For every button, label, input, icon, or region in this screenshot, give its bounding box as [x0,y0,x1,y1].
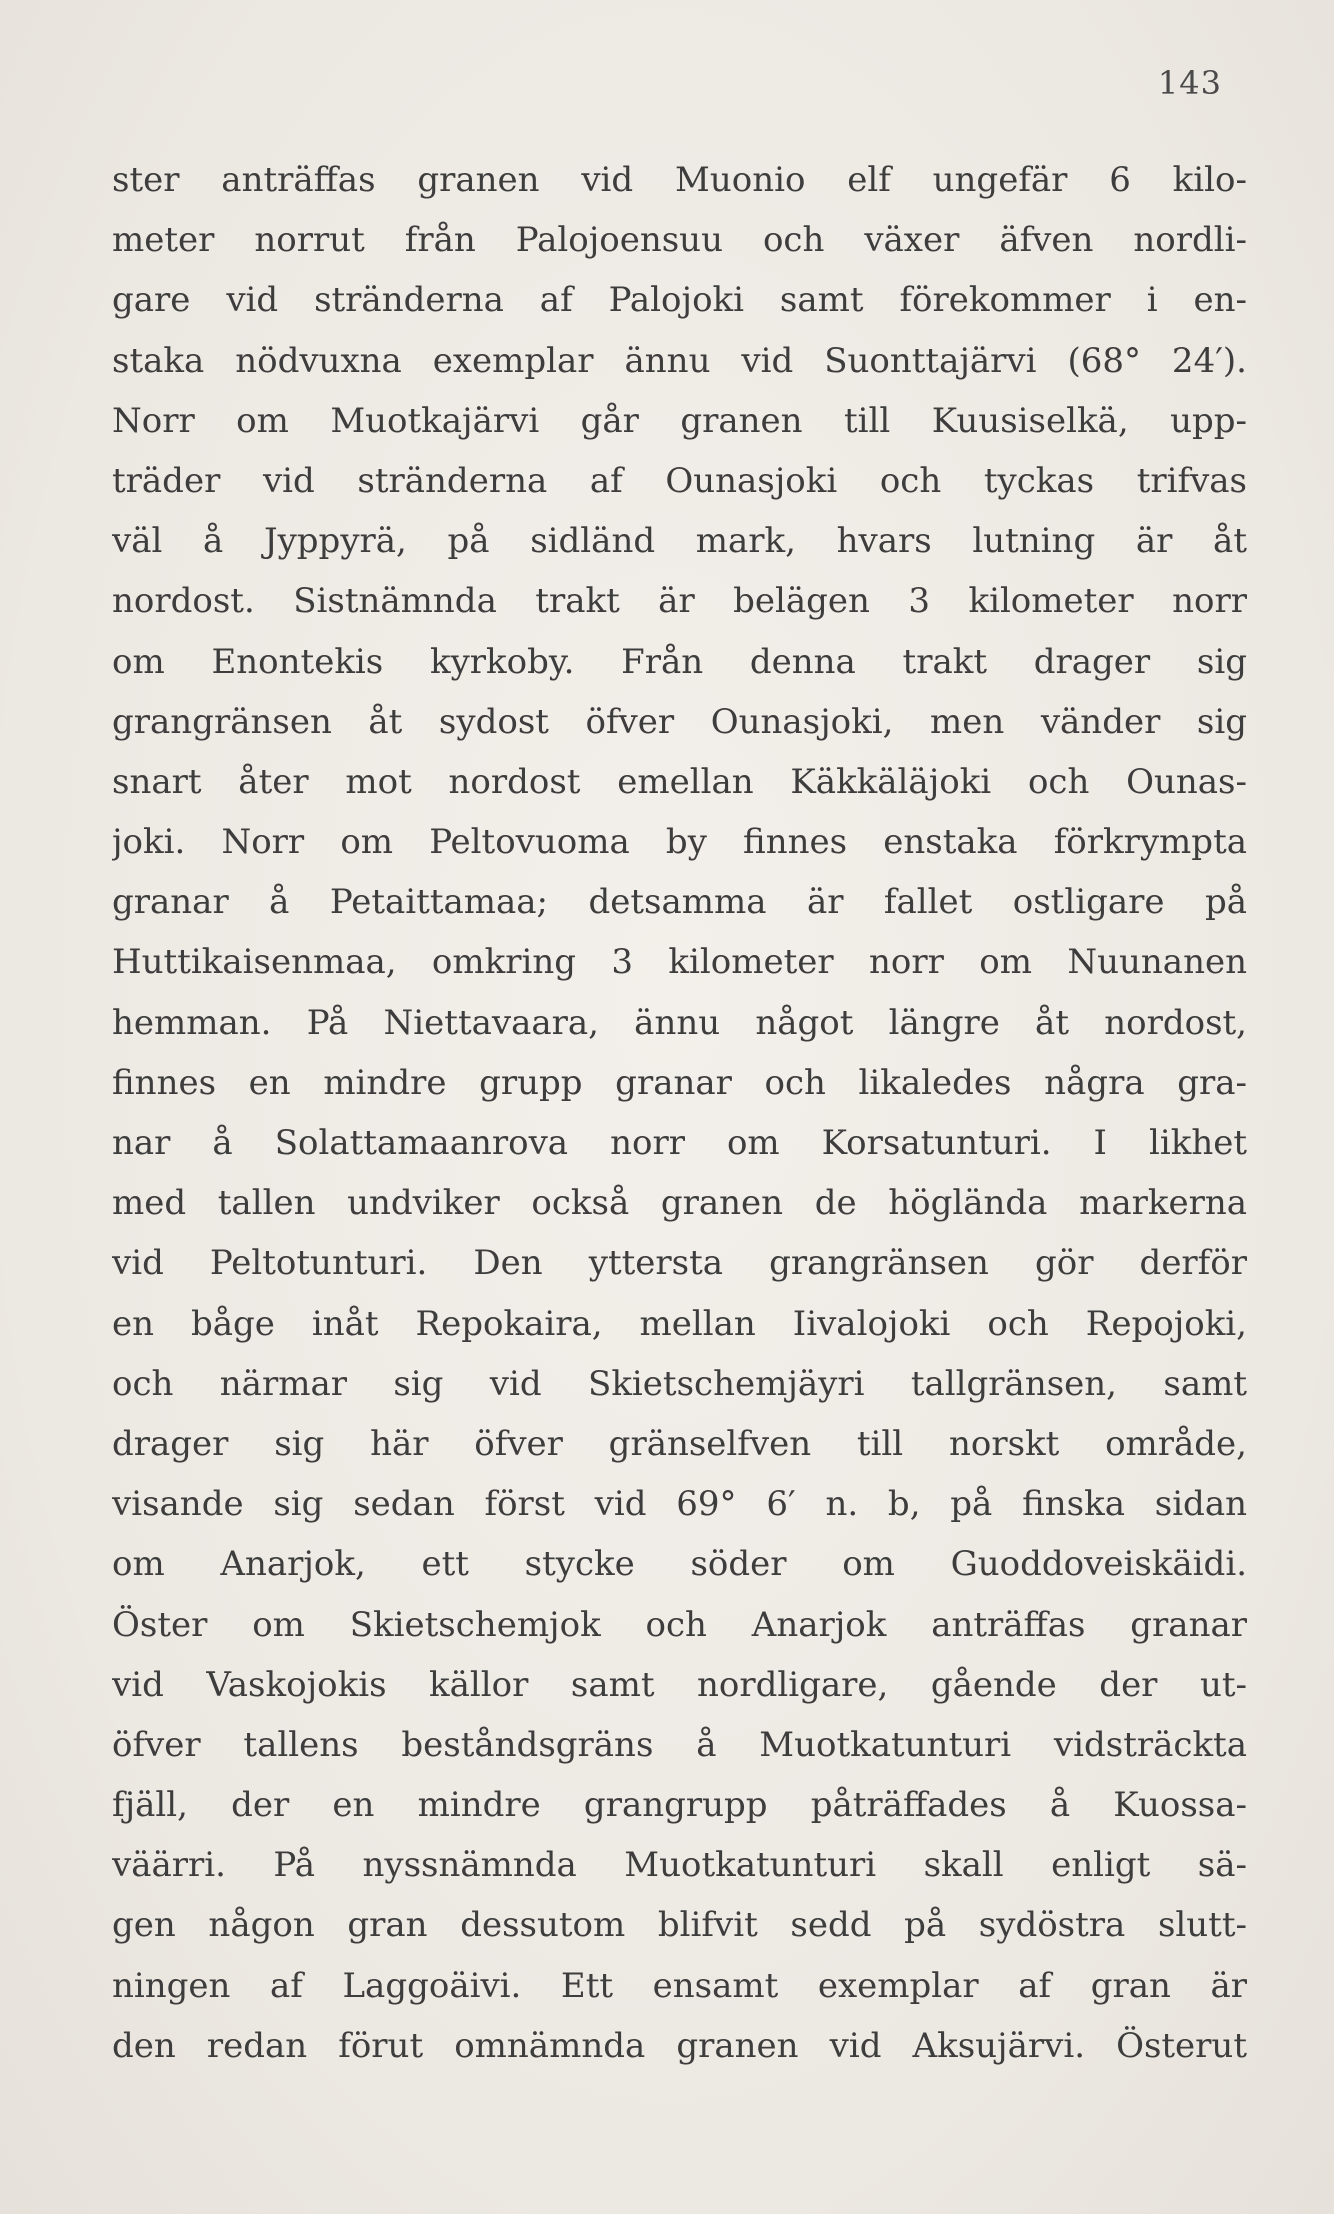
text-line: ningen af Laggoäivi. Ett ensamt exemplar af gran är [112,1965,1247,2006]
text-line: finnes en mindre grupp granar och likaledes några gra- [112,1062,1247,1103]
text-line: gare vid stränderna af Palojoki samt förekommer i en- [112,280,1247,321]
text-line: ster anträffas granen vid Muonio elf ungefär 6 kilo- [112,160,1247,200]
text-line: staka nödvuxna exemplar ännu vid Suonttajärvi (68° 24′). [112,340,1247,381]
text-line: träder vid stränderna af Ounasjoki och tyckas trifvas [112,460,1247,501]
text-line: öfver tallens beståndsgräns å Muotkatunturi vidsträckta [112,1724,1247,1765]
text-line: snart åter mot nordost emellan Käkkäläjoki och Ounas- [112,761,1247,802]
text-line: nordost. Sistnämnda trakt är belägen 3 kilometer norr [112,581,1247,622]
text-line: den redan förut omnämnda granen vid Aksujärvi. Österut [112,2025,1247,2066]
text-line: Öster om Skietschemjok och Anarjok anträffas granar [112,1604,1247,1645]
text-line: väärri. På nyssnämnda Muotkatunturi skall enligt sä- [112,1845,1247,1886]
text-line: fjäll, der en mindre grangrupp påträffades å Kuossa- [112,1785,1247,1826]
text-line: Norr om Muotkajärvi går granen till Kuusiselkä, upp- [112,400,1247,441]
text-line: granar å Petaittamaa; detsamma är fallet ostligare på [112,882,1247,923]
text-line: nar å Solattamaanrova norr om Korsatunturi. I likhet [112,1123,1247,1163]
text-line: och närmar sig vid Skietschemjäyri tallgränsen, samt [112,1363,1247,1404]
text-line: joki. Norr om Peltovuoma by finnes enstaka förkrympta [112,822,1247,863]
text-line: om Enontekis kyrkoby. Från denna trakt drager sig [112,641,1247,682]
text-line: väl å Jyppyrä, på sidländ mark, hvars lutning är åt [112,521,1247,562]
text-line: vid Peltotunturi. Den yttersta grangränsen gör derför [112,1243,1247,1284]
text-line: grangränsen åt sydost öfver Ounasjoki, men vänder sig [112,701,1247,742]
text-line: meter norrut från Palojoensuu och växer äfven nordli- [112,220,1247,261]
text-line: hemman. På Niettavaara, ännu något längre åt nordost, [112,1002,1247,1043]
text-line: drager sig här öfver gränselfven till norskt område, [112,1423,1247,1464]
text-line: en båge inåt Repokaira, mellan Iivalojoki och Repojoki, [112,1303,1247,1344]
text-line: vid Vaskojokis källor samt nordligare, gående der ut- [112,1664,1247,1705]
text-line: med tallen undviker också granen de höglända markerna [112,1183,1247,1224]
text-line: om Anarjok, ett stycke söder om Guoddoveiskäidi. [112,1544,1247,1585]
page-number: 143 [1157,64,1222,102]
body-text [112,150,1247,2076]
text-line: gen någon gran dessutom blifvit sedd på sydöstra slutt- [112,1905,1247,1946]
text-line: visande sig sedan först vid 69° 6′ n. b, på finska sidan [112,1484,1247,1525]
text-line: Huttikaisenmaa, omkring 3 kilometer norr om Nuunanen [112,942,1247,983]
